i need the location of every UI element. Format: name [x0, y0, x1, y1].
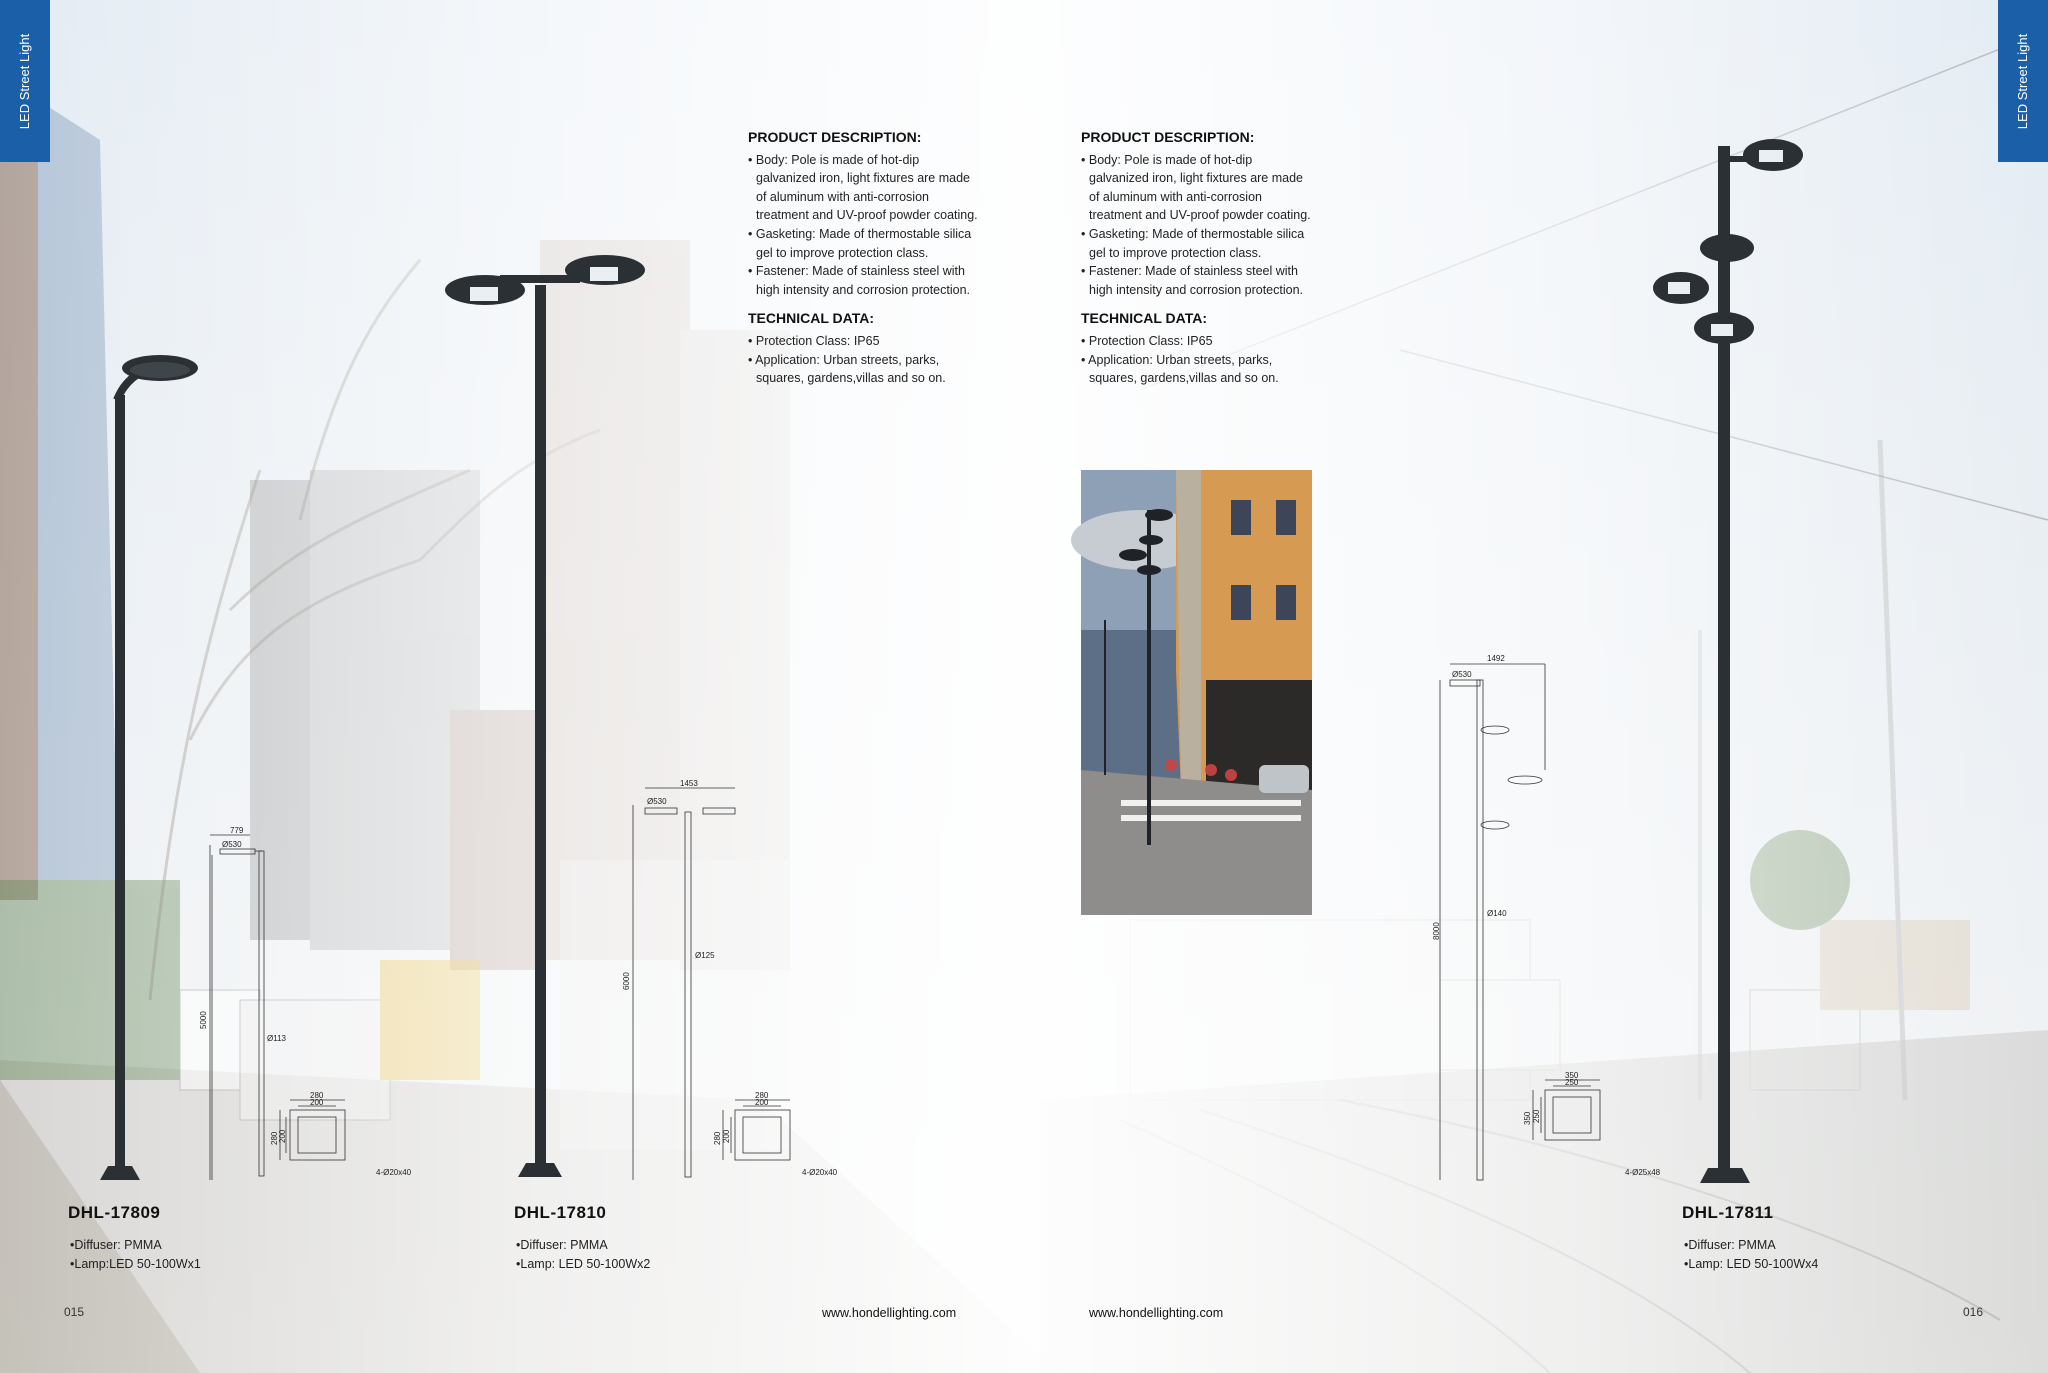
website-url-right[interactable]: www.hondellighting.com	[1089, 1306, 1224, 1320]
technical-drawing-dhl-17810	[622, 779, 855, 1185]
product-description-heading: PRODUCT DESCRIPTION:	[748, 129, 922, 145]
technical-data-list	[1081, 332, 1311, 388]
application-photo	[1081, 470, 1312, 915]
product-description-left	[748, 128, 978, 398]
dim-bolts: 4-Ø20x40	[376, 1168, 412, 1177]
section-tab-left	[0, 0, 50, 162]
dim-pole: Ø113	[267, 1034, 286, 1043]
section-tab-label: LED Street Light	[17, 33, 33, 129]
dim-pole: Ø125	[695, 951, 715, 960]
lamp-spec: • Lamp:LED 50-100Wx1	[70, 1255, 201, 1274]
technical-data-list	[748, 332, 978, 388]
dim-head: Ø530	[647, 797, 667, 806]
product-description-list	[748, 151, 978, 300]
list-item: • Body: Pole is made of hot-dip galvanized iron, light fixtures are made of aluminum with anti-corrosion treatment and UV-proof powder coating.	[1081, 151, 1311, 225]
model-name: DHL-17810	[514, 1203, 607, 1222]
dim-base-h-inner: 250	[1532, 1109, 1541, 1123]
dim-width: 1492	[1487, 654, 1505, 663]
list-item: • Protection Class: IP65	[748, 332, 978, 351]
dim-bolts: 4-Ø25x48	[1625, 1168, 1661, 1177]
dim-base-h-inner: 200	[278, 1129, 287, 1143]
dim-base-h-inner: 200	[722, 1129, 731, 1143]
diffuser-spec: • Diffuser: PMMA	[1684, 1236, 1818, 1255]
product-description-right	[1081, 128, 1311, 398]
list-item: • Application: Urban streets, parks, squares, gardens,villas and so on.	[1081, 351, 1311, 388]
dim-height: 8000	[1432, 922, 1441, 940]
lamp-spec: • Lamp: LED 50-100Wx4	[1684, 1255, 1818, 1274]
dim-pole: Ø140	[1487, 909, 1507, 918]
dim-height: 6000	[622, 972, 631, 990]
model-name: DHL-17809	[68, 1203, 161, 1222]
technical-data-heading: TECHNICAL DATA:	[748, 310, 874, 327]
dim-width: 1453	[680, 779, 698, 788]
list-item: • Body: Pole is made of hot-dip galvanized iron, light fixtures are made of aluminum with anti-corrosion treatment and UV-proof powder coating.	[748, 151, 978, 225]
model-specs	[516, 1236, 650, 1274]
dim-bolts: 4-Ø20x40	[802, 1168, 838, 1177]
website-url-left[interactable]: www.hondellighting.com	[822, 1306, 957, 1320]
dim-base-h-outer: 280	[713, 1131, 722, 1145]
list-item: • Fastener: Made of stainless steel with high intensity and corrosion protection.	[1081, 262, 1311, 299]
list-item: • Application: Urban streets, parks, squares, gardens,villas and so on.	[748, 351, 978, 388]
section-tab-right	[1998, 0, 2048, 162]
dim-height: 5000	[199, 1011, 208, 1029]
diffuser-spec: • Diffuser: PMMA	[516, 1236, 650, 1255]
technical-data-heading: TECHNICAL DATA:	[1081, 310, 1207, 327]
dim-base-inner: 250	[1565, 1078, 1579, 1087]
pole-render-dhl-17810	[440, 245, 650, 1185]
dim-base-h-outer: 280	[270, 1131, 279, 1145]
diffuser-spec: • Diffuser: PMMA	[70, 1236, 201, 1255]
dim-base-outer: 280	[310, 1091, 324, 1100]
model-name: DHL-17811	[1682, 1203, 1774, 1222]
list-item: • Protection Class: IP65	[1081, 332, 1311, 351]
product-description-heading: PRODUCT DESCRIPTION:	[1081, 129, 1255, 145]
technical-drawing-dhl-17809	[200, 825, 430, 1185]
dim-base-h-outer: 350	[1523, 1111, 1532, 1125]
pole-render-dhl-17809	[100, 340, 210, 1190]
lamp-spec: • Lamp: LED 50-100Wx2	[516, 1255, 650, 1274]
product-description-list	[1081, 151, 1311, 300]
section-tab-label: LED Street Light	[2015, 33, 2031, 129]
page-number-right: 016	[1963, 1305, 1984, 1319]
dim-width: 779	[230, 826, 244, 835]
model-specs	[70, 1236, 201, 1274]
page-number-left: 015	[64, 1305, 85, 1319]
dim-head: Ø530	[222, 840, 242, 849]
dim-base-inner: 200	[310, 1098, 324, 1107]
list-item: • Gasketing: Made of thermostable silica gel to improve protection class.	[1081, 225, 1311, 262]
model-specs	[1684, 1236, 1818, 1274]
dim-base-inner: 200	[755, 1098, 769, 1107]
list-item: • Fastener: Made of stainless steel with high intensity and corrosion protection.	[748, 262, 978, 299]
technical-drawing-dhl-17811	[1432, 650, 1675, 1185]
list-item: • Gasketing: Made of thermostable silica gel to improve protection class.	[748, 225, 978, 262]
dim-head: Ø530	[1452, 670, 1472, 679]
dim-base-outer: 350	[1565, 1071, 1579, 1080]
dim-base-outer: 280	[755, 1091, 769, 1100]
